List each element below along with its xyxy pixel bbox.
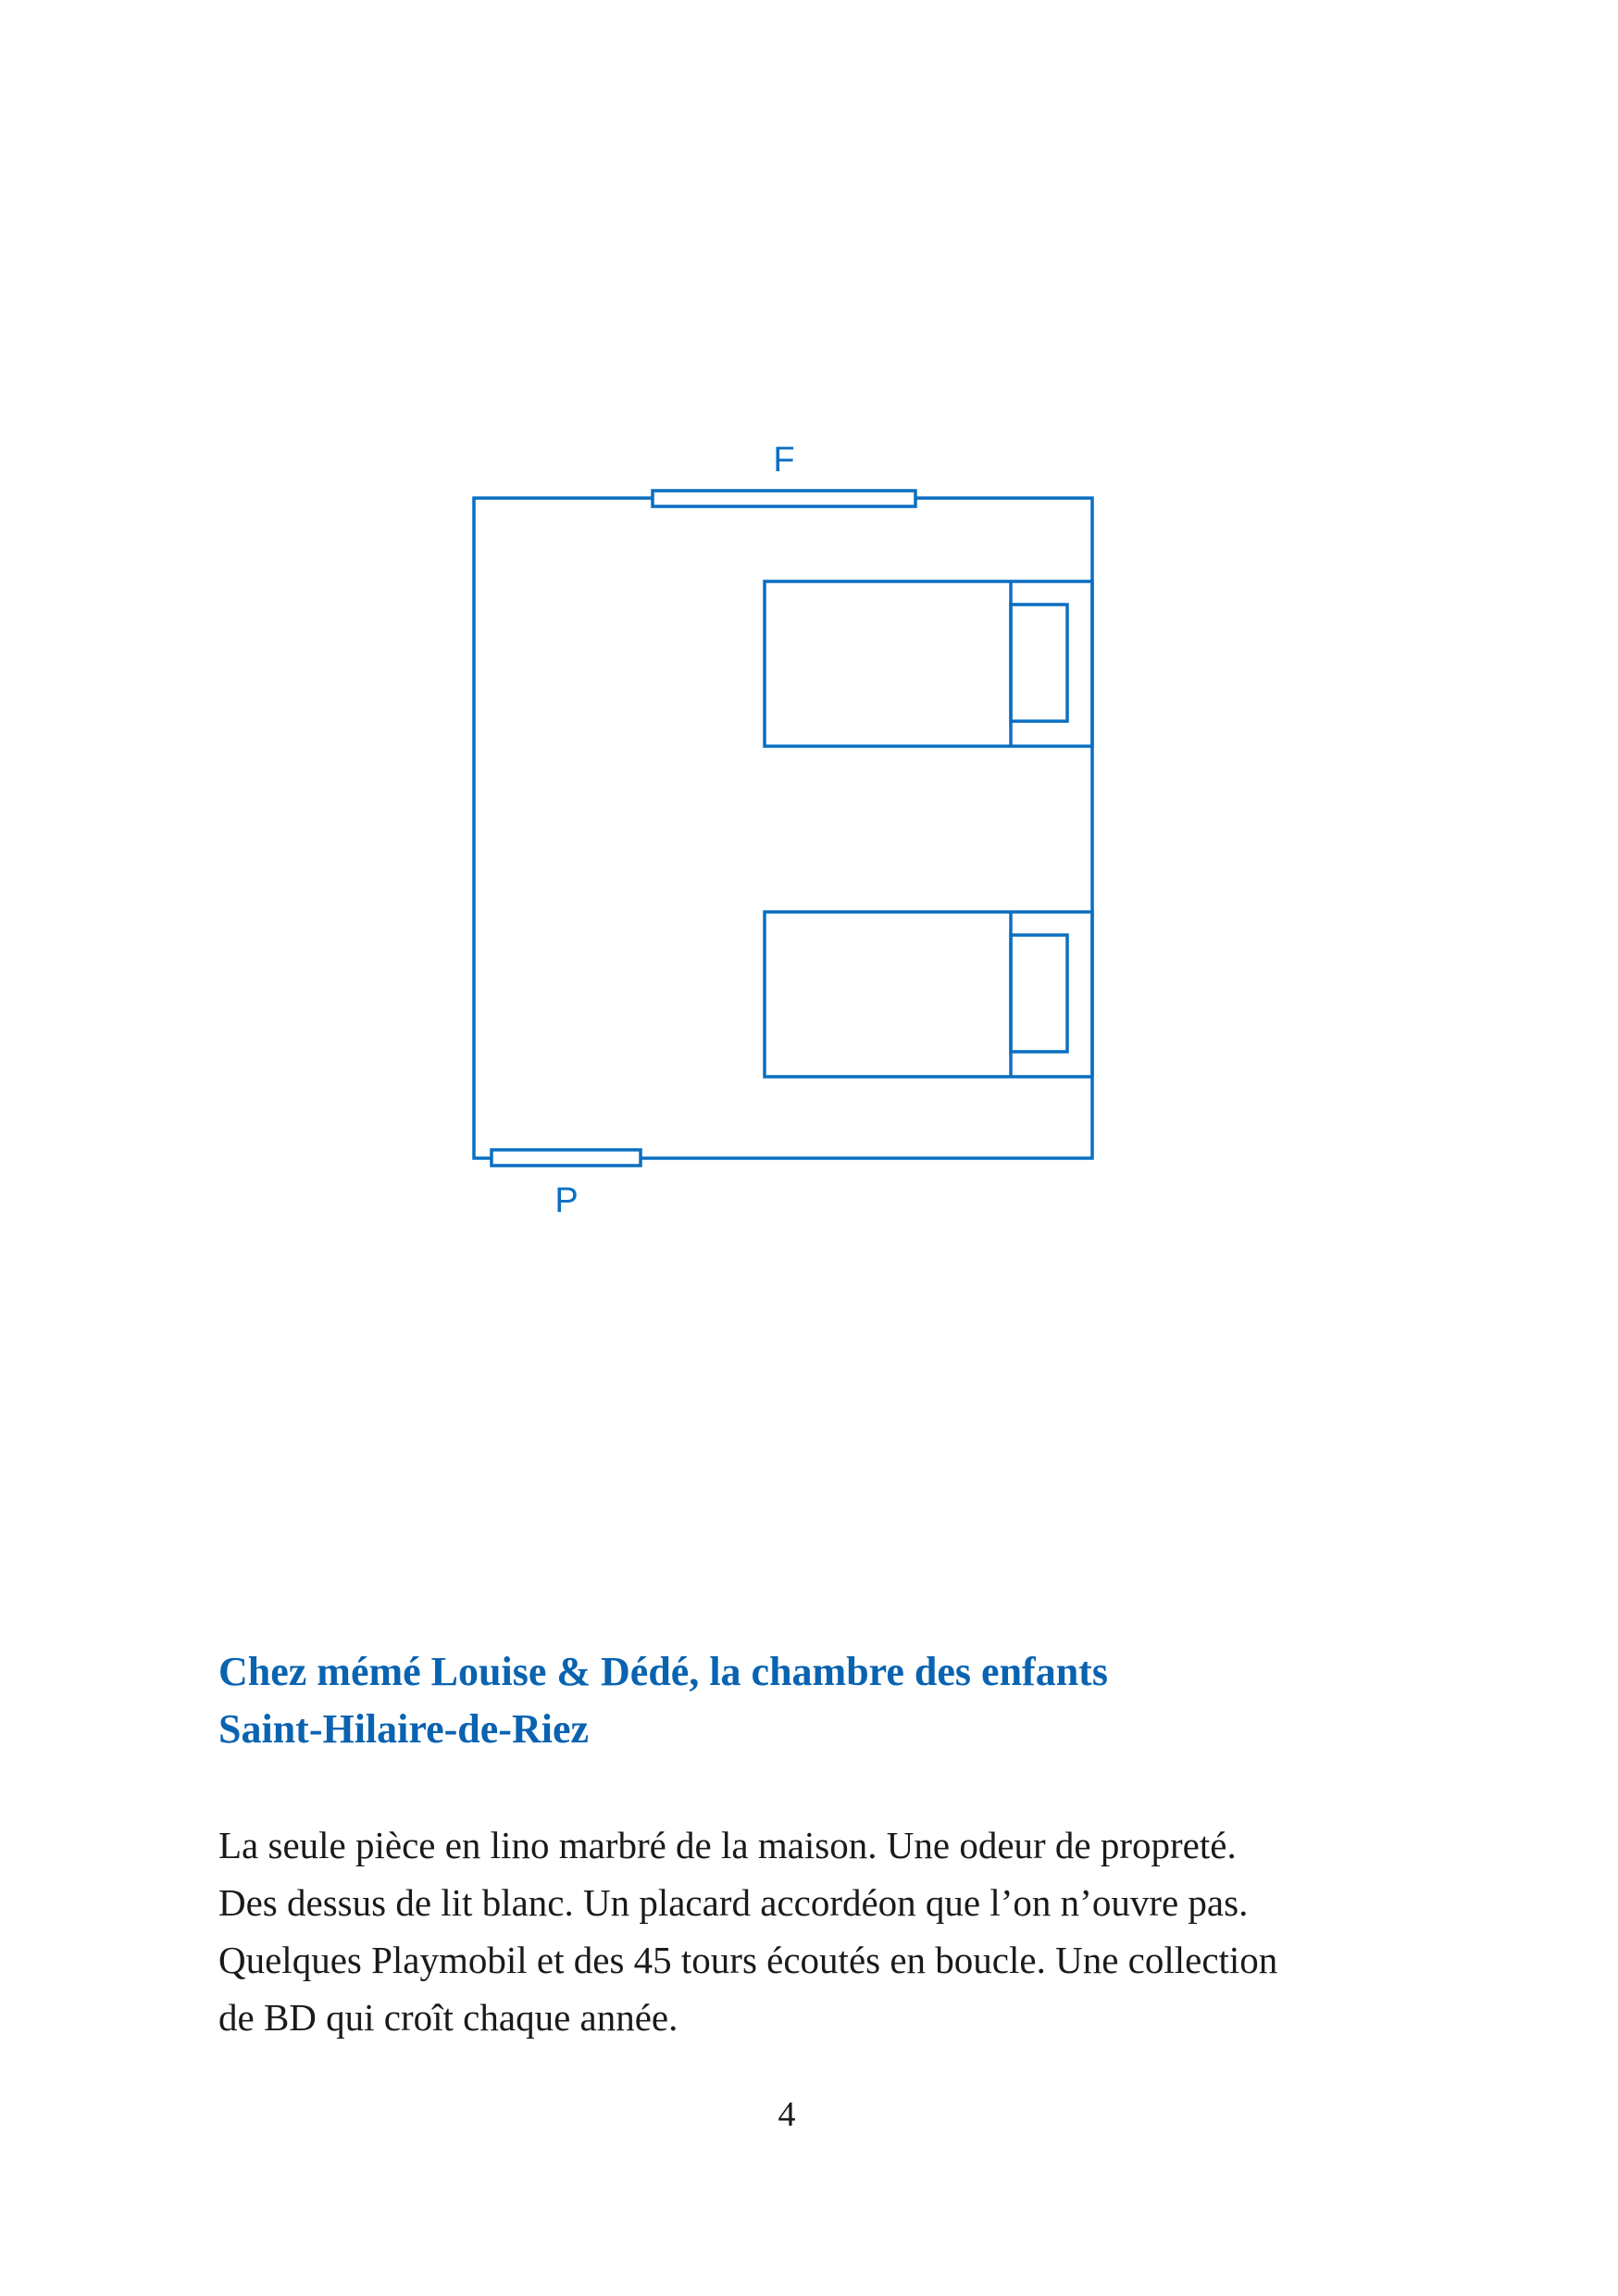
bed-pillow: [1011, 935, 1067, 1052]
bed-pillow: [1011, 605, 1067, 721]
window-symbol: [653, 491, 915, 506]
room-caption: [218, 1643, 1422, 1758]
paragraph-line: Quelques Playmobil et des 45 tours écoutés en boucle. Une collection: [218, 1939, 1278, 1981]
bed-bottom: [765, 912, 1092, 1077]
paragraph-line: La seule pièce en lino marbré de la maison. Une odeur de propreté.: [218, 1824, 1237, 1866]
room-walls: [474, 498, 1092, 1158]
paragraph-line: Des dessus de lit blanc. Un placard accordéon que l’on n’ouvre pas.: [218, 1881, 1249, 1924]
description-paragraph: [218, 1816, 1422, 2046]
caption-location: Saint-Hilaire-de-Riez: [218, 1706, 589, 1752]
window-label: F: [773, 441, 795, 480]
page-number: 4: [778, 2095, 796, 2134]
bed-top: [765, 581, 1092, 746]
door-symbol: [492, 1150, 641, 1166]
door-label: P: [554, 1181, 579, 1220]
paragraph-line: de BD qui croît chaque année.: [218, 1996, 678, 2039]
caption-title: Chez mémé Louise & Dédé, la chambre des enfants: [218, 1649, 1108, 1694]
